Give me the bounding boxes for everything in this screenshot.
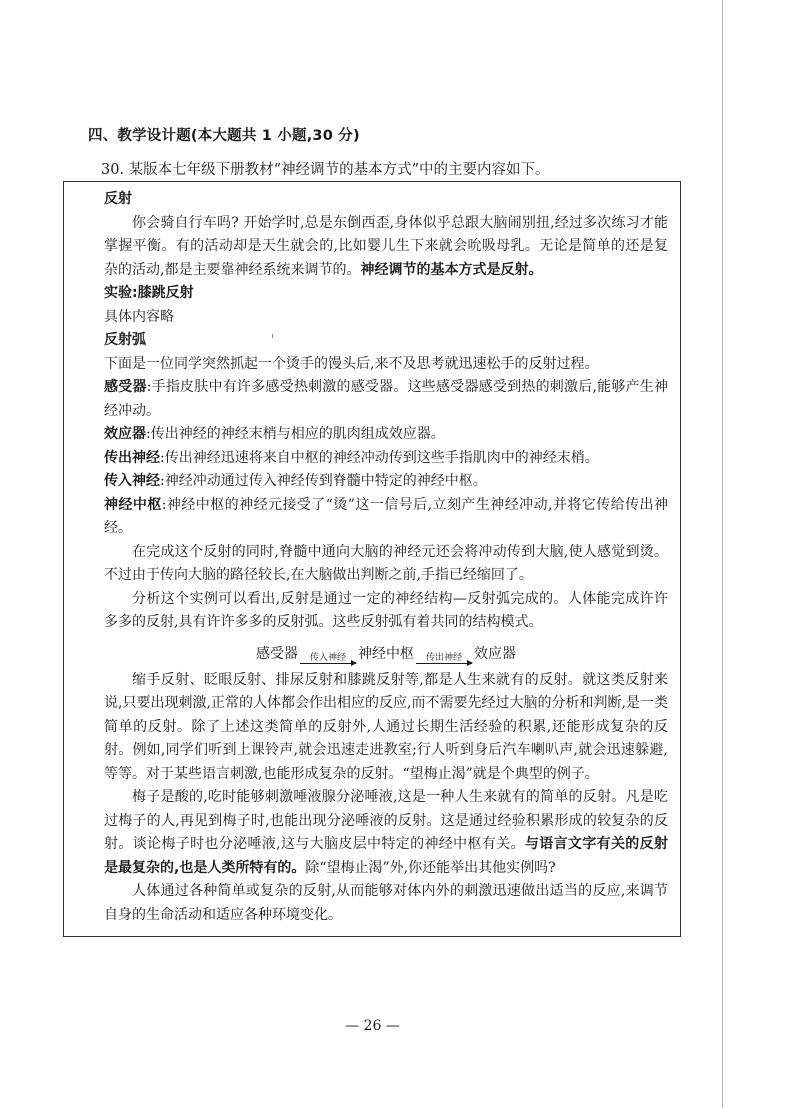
- effector-term: 效应器: [104, 426, 146, 442]
- receptor-item: 感受器:手指皮肤中有许多感受热刺激的感受器。这些感受器感受到热的刺激后,能够产生神经冲动。: [104, 379, 669, 419]
- plum-paragraph: 梅子是酸的,吃时能够刺激唾液腺分泌唾液,这是一种人生来就有的简单的反射。凡是吃过梅子的人,再见到梅子时,也能出现分泌唾液的反射。这是通过经验积累形成的较复杂的反射。谈论梅子时也分泌唾液,这与大脑皮层中特定的神经中枢有关。与语言文字有关的反射是最复杂的,也是人类所特有的。除“望梅止渴”外,你还能举出其他实例吗?: [104, 789, 669, 876]
- reflex-arc-formula: [104, 637, 668, 667]
- reflex-arc-title: 反射弧: [104, 332, 146, 348]
- page-number: — 26 —: [345, 1018, 400, 1034]
- textbook-excerpt-content: [104, 188, 668, 927]
- afferent-arrow: [300, 653, 356, 664]
- language-reflex-statement: 与语言文字有关的反射是最复杂的,也是人类所特有的。: [104, 836, 669, 876]
- section-heading: 四、教学设计题(本大题共 1 小题,30 分): [88, 128, 360, 144]
- arrow-right-icon: [300, 663, 356, 664]
- efferent-nerve-item: 传出神经:传出神经迅速将来自中枢的神经冲动传到这些手指肌肉中的神经末梢。: [104, 449, 599, 466]
- nerve-center-item: 神经中枢:神经中枢的神经元接受了“烫”这一信号后,立刻产生神经冲动,并将它传给传出神经。: [104, 496, 668, 536]
- efferent-arrow-label: 传出神经: [425, 652, 462, 663]
- efferent-arrow: [416, 653, 472, 664]
- effector-item: 效应器:传出神经的神经末梢与相应的肌肉组成效应器。: [104, 426, 445, 442]
- afferent-term: 传入神经: [104, 473, 160, 489]
- intro-paragraph: 你会骑自行车吗? 开始学时,总是东倒西歪,身体似乎总跟大脑闹别扭,经过多次练习才能掌握平衡。有的活动却是天生就会的,比如婴儿生下来就会吮吸母乳。无论是简单的还是复杂的活动,都是主要靠神经系统来调节的。神经调节的基本方式是反射。: [104, 214, 668, 278]
- experiment-body: 具体内容略: [104, 308, 174, 325]
- arrow-right-icon: [416, 663, 472, 664]
- simple-complex-reflex-paragraph: 缩手反射、眨眼反射、排尿反射和膝跳反射等,都是人生来就有的反射。就这类反射来说,只要出现刺激,正常的人体都会作出相应的反应,而不需要先经过大脑的分析和判断,是一类简单的反射。除了上述这类简单的反射外,人通过长期生活经验的积累,还能形成复杂的反射。例如,同学们听到上课铃声,就会迅速走进教室;行人听到身后汽车喇叭声,就会迅速躲避,等等。对于某些语言刺激,也能形成复杂的反射。“望梅止渴”就是个典型的例子。: [104, 671, 668, 782]
- efferent-term: 传出神经: [104, 449, 160, 466]
- formula-effector: 效应器: [474, 646, 516, 662]
- excerpt-title: 反射: [104, 191, 132, 207]
- conclusion-paragraph: 人体通过各种简单或复杂的反射,从而能够对体内外的刺激迅速做出适当的反应,来调节自身的生命活动和适应各种环境变化。: [104, 883, 668, 923]
- brain-paragraph: 在完成这个反射的同时,脊髓中通向大脑的神经元还会将冲动传到大脑,使人感觉到烫。不过由于传向大脑的路径较长,在大脑做出判断之前,手指已经缩回了。: [104, 543, 668, 583]
- center-term: 神经中枢: [104, 496, 162, 513]
- reflex-arc-intro: 下面是一位同学突然抓起一个烫手的馒头后,来不及思考就迅速松手的反射过程。: [104, 355, 599, 372]
- formula-receptor: 感受器: [256, 646, 298, 662]
- experiment-title: 实验:膝跳反射: [104, 285, 194, 301]
- formula-nerve-center: 神经中枢: [358, 646, 414, 662]
- receptor-term: 感受器: [104, 379, 147, 395]
- question-intro: 30. 某版本七年级下册教材“神经调节的基本方式”中的主要内容如下。: [101, 162, 550, 178]
- scan-edge-line: [722, 0, 723, 1108]
- afferent-nerve-item: 传入神经:神经冲动通过传入神经传到脊髓中特定的神经中枢。: [104, 473, 487, 489]
- analysis-paragraph: 分析这个实例可以看出,反射是通过一定的神经结构—反射弧完成的。人体能完成许许多多的反射,具有许许多多的反射弧。这些反射弧有着共同的结构模式。: [104, 590, 668, 630]
- key-statement: 神经调节的基本方式是反射。: [360, 261, 543, 278]
- afferent-arrow-label: 传入神经: [309, 652, 346, 663]
